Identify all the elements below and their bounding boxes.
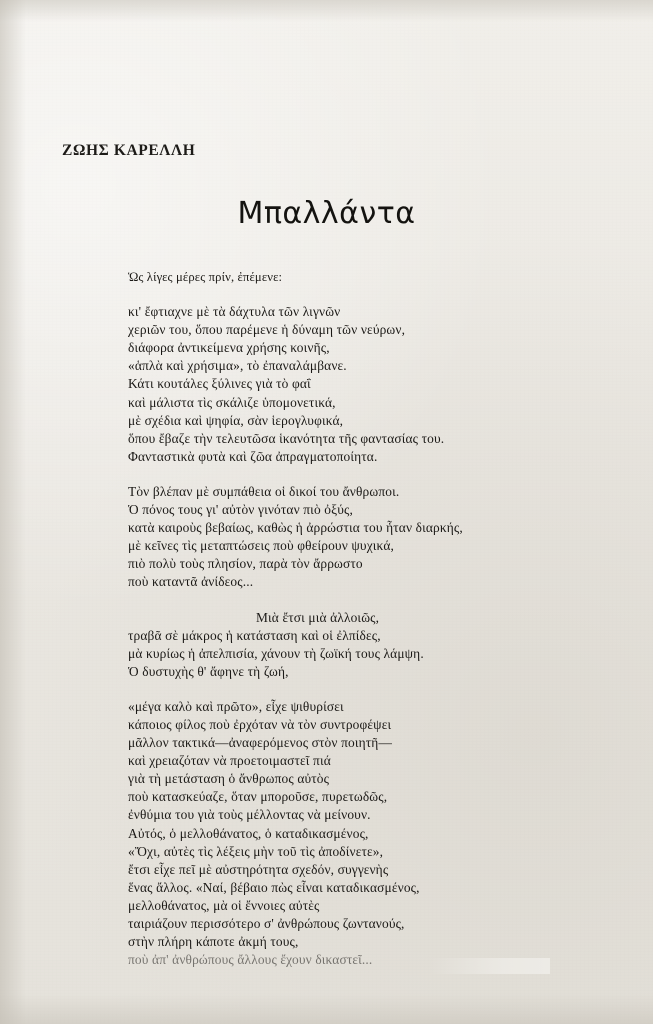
page-edge-shadow-left [0,0,26,1024]
poem-line: χεριῶν του, ὅπου παρέμενε ἡ δύναμη τῶν νεύρων, [128,322,406,338]
poem-line: «Ὄχι, αὐτὲς τὶς λέξεις μὴν τοῦ τὶς ἀποδίνετε», [128,843,384,859]
page-title: Μπαλλάντα [237,196,416,231]
stanza-4 [128,698,598,969]
poem-line: Τὸν βλέπαν μὲ συμπάθεια οἱ δικοί του ἄνθρωποι. [128,483,400,499]
epigraph-line: Ὡς λίγες μέρες πρίν, ἐπέμενε: [128,270,283,284]
page-edge-shadow-bottom [0,994,653,1024]
poem-line: κατὰ καιροὺς βεβαίως, καθὼς ἡ ἀρρώστια του ἦταν διαρκής, [128,520,463,536]
poem-line: κι' ἔφτιαχνε μὲ τὰ δάχτυλα τῶν λιγνῶν [128,304,341,320]
poem-line: καὶ χρειαζόταν νὰ προετοιμαστεῖ πιά [128,753,331,769]
poem-line: Ὁ πόνος τους γι' αὐτὸν γινόταν πιὸ ὀξύς, [128,502,353,518]
poem-line: ἔτσι εἶχε πεῖ μὲ αὐστηρότητα σχεδόν, συγγενὴς [128,861,389,877]
poem-line: Φανταστικὰ φυτὰ καὶ ζῶα ἀπραγματοποίητα. [128,448,378,464]
poem-line: ἕνας ἄλλος. «Ναί, βέβαιο πὼς εἶναι καταδικασμένος, [128,879,420,895]
poem-line: μελλοθάνατος, μὰ οἱ ἔννοιες αὐτὲς [128,897,320,913]
stanza-3 [128,609,598,681]
poem-line: στὴν πλήρη κάποτε ἀκμή τους, [128,934,299,950]
poem-line: γιὰ τὴ μετάσταση ὁ ἄνθρωπος αὐτὸς [128,771,330,787]
poem-line: ἐνθύμια του γιὰ τοὺς μέλλοντας νὰ μείνουν. [128,807,371,823]
poem-line: τραβᾶ σὲ μάκρος ἡ κατάσταση καὶ οἱ ἐλπίδες, [128,627,381,643]
poem-line: πιὸ πολὺ τοὺς πλησίον, παρὰ τὸν ἄρρωστο [128,556,363,572]
page-edge-shadow-top [0,0,653,22]
poem-line: μὲ σχέδια καὶ ψηφία, σὰν ἱερογλυφικά, [128,412,344,428]
author-name: ΖΩΗΣ ΚΑΡΕΛΛΗ [62,142,196,159]
poem-line: καὶ μάλιστα τὶς σκάλιζε ὑπομονετικά, [128,394,336,410]
poem-line: ταιριάζουν περισσότερο σ' ἀνθρώπους ζωντανούς, [128,916,405,931]
epigraph-block [128,268,598,286]
poem-line: ὅπου ἔβαζε τὴν τελευτῶσα ἱκανότητα τῆς φαντασίας του. [128,430,445,446]
poem-line: κάποιος φίλος ποὺ ἐρχόταν νὰ τὸν συντροφέψει [128,716,392,732]
poem-line: μᾶλλον τακτικά—ἀναφερόμενος στὸν ποιητῆ— [128,735,392,751]
poem-line: ποὺ κατασκεύαζε, ὅταν μποροῦσε, πυρετωδῶς, [128,789,388,805]
poem-line: «ἁπλὰ καὶ χρήσιμα», τὸ ἐπαναλάμβανε. [128,358,347,374]
poem-line: μὲ κεῖνες τὶς μεταπτώσεις ποὺ φθείρουν ψυχικά, [128,538,394,554]
poem-line: Μιὰ ἔτσι μιὰ ἀλλοιῶς, [256,609,380,625]
poem-line: «μέγα καλὸ καὶ πρῶτο», εἶχε ψιθυρίσει [128,698,344,714]
poem-line: διάφορα ἀντικείμενα χρήσης κοινῆς, [128,340,330,356]
poem-line: μὰ κυρίως ἡ ἀπελπισία, χάνουν τὴ ζωϊκή τους λάμψη. [128,645,424,661]
poem-line: ποὺ καταντᾶ ἀνίδεος... [128,574,254,590]
poem-body [128,268,598,969]
poem-line: Κάτι κουτάλες ξύλινες γιὰ τὸ φαΐ [128,376,311,392]
stanza-2 [128,483,598,592]
stanza-1 [128,303,598,466]
poem-line: ποὺ ἀπ' ἀνθρώπους ἄλλους ἔχουν δικαστεῖ... [128,952,373,968]
poem-line: Ὁ δυστυχὴς θ' ἄφηνε τὴ ζωή, [128,663,289,679]
poem-line: Αὐτός, ὁ μελλοθάνατος, ὁ καταδικασμένος, [128,825,369,841]
